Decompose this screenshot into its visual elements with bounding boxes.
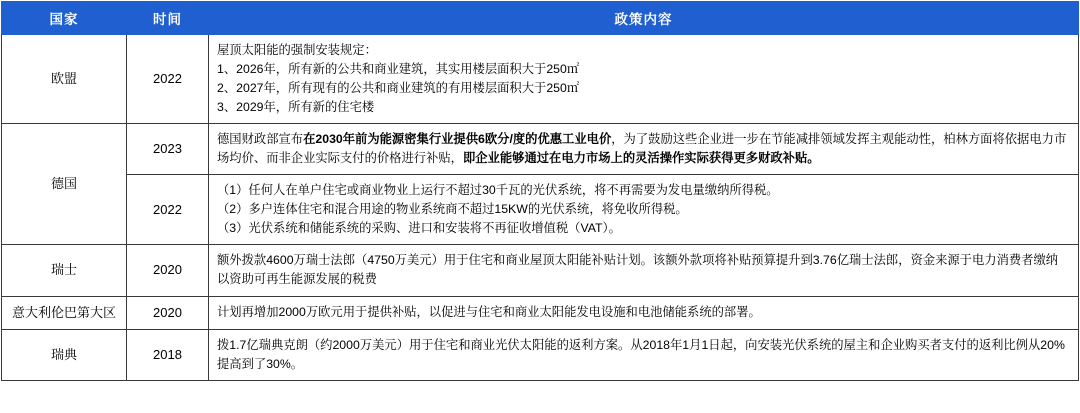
content-line: 额外拨款4600万瑞士法郎（4750万美元）用于住宅和商业屋顶太阳能补贴计划。该额外款项将补贴预算提升到3.76亿瑞士法郎，资金来源于电力消费者缴纳以资助可再生能源发展的税费 [217, 253, 1059, 287]
cell-country: 瑞典 [2, 329, 127, 380]
table-row [2, 175, 1079, 245]
header-row [2, 2, 1079, 35]
cell-country: 欧盟 [2, 35, 127, 124]
table-body [2, 35, 1079, 381]
cell-country: 意大利伦巴第大区 [2, 296, 127, 329]
content-line: 屋顶太阳能的强制安装规定： [217, 43, 377, 57]
content-line: 2、2027年，所有现有的公共和商业建筑的有用楼层面积大于250㎡ [217, 81, 580, 96]
cell-country: 瑞士 [2, 245, 127, 296]
content-segment-bold: 即企业能够通过在电力市场上的灵活操作实际获得更多财政补贴。 [462, 151, 820, 166]
cell-content [209, 35, 1079, 124]
content-line: 3、2029年，所有新的住宅楼 [217, 100, 375, 115]
header-time: 时间 [127, 2, 209, 35]
cell-country: 德国 [2, 124, 127, 245]
header-content: 政策内容 [209, 2, 1079, 35]
cell-time: 2020 [127, 296, 209, 329]
content-segment: 德国财政部宣布 [217, 132, 304, 147]
content-line: 拨1.7亿瑞典克朗（约2000万美元）用于住宅和商业光伏太阳能的返利方案。从2018年1月1日起，向安装光伏系统的屋主和企业购买者支付的返利比例从20%提高到了30%。 [217, 337, 1065, 371]
cell-content [209, 329, 1079, 380]
cell-time: 2020 [127, 245, 209, 296]
cell-content [209, 296, 1079, 329]
header-country: 国家 [2, 2, 127, 35]
content-segment: ，为了鼓励这些企业进一步在节能减排领域发挥主观能动性，柏林方面将依据电力市场均价、而非企业实际支付的价格进行补贴， [217, 132, 1067, 166]
table-row [2, 245, 1079, 296]
content-segment-bold: 在2030年前为能源密集行业提供6欧分/度的优惠工业电价 [303, 132, 612, 147]
table-row [2, 35, 1079, 124]
cell-time: 2022 [127, 35, 209, 124]
table-row [2, 124, 1079, 175]
content-line: 计划再增加2000万欧元用于提供补贴，以促进与住宅和商业太阳能发电设施和电池储能系统的部署。 [217, 305, 761, 320]
content-line: （3）光伏系统和储能系统的采购、进口和安装将不再征收增值税（VAT）。 [217, 221, 621, 236]
content-line: 1、2026年，所有新的公共和商业建筑，其实用楼层面积大于250㎡ [217, 62, 580, 77]
content-line: （1）任何人在单户住宅或商业物业上运行不超过30千瓦的光伏系统，将不再需要为发电量缴纳所得税。 [217, 183, 779, 198]
table-row [2, 329, 1079, 380]
cell-time: 2018 [127, 329, 209, 380]
cell-time: 2022 [127, 175, 209, 245]
content-line: （2）多户连体住宅和混合用途的物业系统商不超过15KW的光伏系统，将免收所得税。 [217, 202, 688, 217]
cell-content [209, 124, 1079, 175]
cell-content [209, 175, 1079, 245]
cell-time: 2023 [127, 124, 209, 175]
table-row [2, 296, 1079, 329]
policy-table [1, 1, 1079, 381]
cell-content [209, 245, 1079, 296]
table-header [2, 2, 1079, 35]
